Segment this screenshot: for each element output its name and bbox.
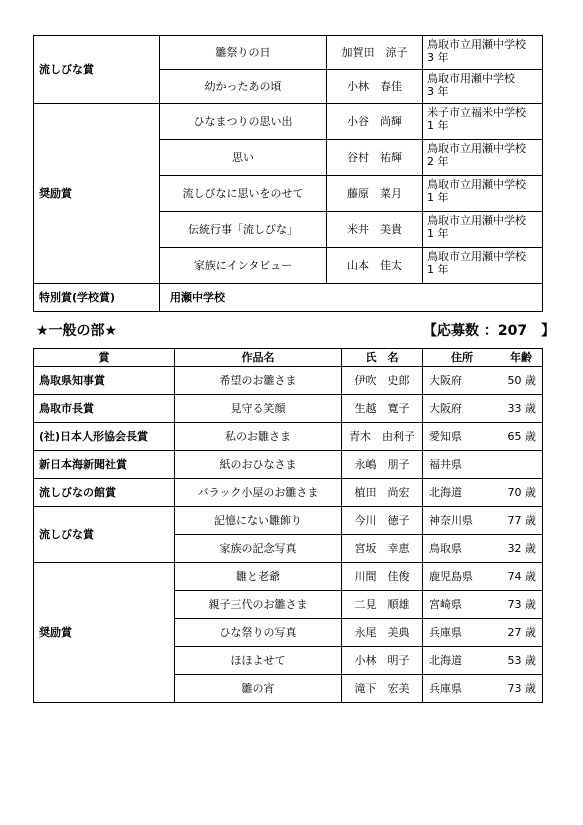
work-title: 親子三代のお雛さま	[175, 591, 342, 619]
author-name: 今川 徳子	[342, 507, 423, 535]
residence: 兵庫県	[429, 682, 462, 695]
table-row	[34, 104, 543, 140]
author-name: 生越 寛子	[342, 395, 423, 423]
award-name: 鳥取県知事賞	[34, 367, 175, 395]
school-name: 鳥取市用瀬中学校	[427, 72, 515, 85]
student-awards-table	[33, 35, 543, 312]
author-name: 永尾 美典	[342, 619, 423, 647]
award-name: 鳥取市長賞	[34, 395, 175, 423]
school-name: 鳥取市立用瀬中学校	[427, 142, 526, 155]
work-title: 見守る笑顔	[175, 395, 342, 423]
author-name: 川間 佳俊	[342, 563, 423, 591]
residence: 北海道	[429, 486, 462, 499]
table-row	[34, 284, 543, 312]
special-award-school: 用瀬中学校	[160, 284, 543, 312]
residence: 鹿児島県	[429, 570, 473, 583]
table-row	[34, 423, 543, 451]
school-name: 鳥取市立用瀬中学校	[427, 250, 526, 263]
header-name: 氏 名	[342, 349, 423, 367]
header-work: 作品名	[175, 349, 342, 367]
table-row	[34, 507, 543, 535]
author-name: 小谷 尚輝	[327, 104, 423, 140]
age: 70 歳	[507, 486, 536, 499]
award-name: (社)日本人形協会長賞	[34, 423, 175, 451]
residence-age	[423, 395, 543, 423]
residence: 福井県	[429, 458, 462, 471]
header-residence-age	[423, 349, 543, 367]
work-title: 家族の記念写真	[175, 535, 342, 563]
table-row	[34, 367, 543, 395]
residence: 宮崎県	[429, 598, 462, 611]
residence: 大阪府	[429, 374, 462, 387]
award-name: 流しびな賞	[34, 507, 175, 563]
table-row	[34, 395, 543, 423]
residence-age	[423, 479, 543, 507]
grade: 2 年	[427, 155, 449, 168]
residence: 愛知県	[429, 430, 462, 443]
school-name: 鳥取市立用瀬中学校	[427, 178, 526, 191]
age: 73 歳	[507, 598, 536, 611]
table-row	[34, 451, 543, 479]
header-award: 賞	[34, 349, 175, 367]
award-name: 奨励賞	[34, 563, 175, 703]
header-age: 年齢	[510, 351, 532, 364]
age: 65 歳	[507, 430, 536, 443]
residence-age	[423, 619, 543, 647]
author-name: 滝下 宏美	[342, 675, 423, 703]
residence-age	[423, 675, 543, 703]
work-title: 記憶にない雛飾り	[175, 507, 342, 535]
author-name: 永嶋 朋子	[342, 451, 423, 479]
work-title: 思い	[160, 140, 327, 176]
residence-age	[423, 423, 543, 451]
work-title: 紙のおひなさま	[175, 451, 342, 479]
author-name: 宮坂 幸恵	[342, 535, 423, 563]
school-name: 鳥取市立用瀬中学校	[427, 214, 526, 227]
residence-age	[423, 591, 543, 619]
age: 50 歳	[507, 374, 536, 387]
award-category: 特別賞(学校賞)	[34, 284, 160, 312]
award-category: 流しびな賞	[34, 36, 160, 104]
school-name: 鳥取市立用瀬中学校	[427, 38, 526, 51]
school-cell	[423, 70, 543, 104]
grade: 1 年	[427, 263, 449, 276]
author-name: 米井 美貴	[327, 212, 423, 248]
author-name: 藤原 菜月	[327, 176, 423, 212]
author-name: 加賀田 涼子	[327, 36, 423, 70]
grade: 3 年	[427, 85, 449, 98]
residence: 兵庫県	[429, 626, 462, 639]
author-name: 山本 佳太	[327, 248, 423, 284]
school-cell	[423, 176, 543, 212]
entry-count: 【応募数 ：207 】	[423, 323, 556, 339]
residence-age	[423, 563, 543, 591]
residence-age	[423, 647, 543, 675]
age: 32 歳	[507, 542, 536, 555]
school-cell	[423, 104, 543, 140]
school-cell	[423, 212, 543, 248]
age: 27 歳	[507, 626, 536, 639]
residence-age	[423, 535, 543, 563]
school-name: 米子市立福米中学校	[427, 106, 526, 119]
school-cell	[423, 248, 543, 284]
table-row	[34, 563, 543, 591]
table-row	[34, 479, 543, 507]
age: 77 歳	[507, 514, 536, 527]
header-residence: 住所	[451, 351, 473, 364]
work-title: 希望のお雛さま	[175, 367, 342, 395]
work-title: 幼かったあの頃	[160, 70, 327, 104]
grade: 1 年	[427, 227, 449, 240]
age: 53 歳	[507, 654, 536, 667]
work-title: ほほよせて	[175, 647, 342, 675]
table-row	[34, 36, 543, 70]
age: 73 歳	[507, 682, 536, 695]
school-cell	[423, 36, 543, 70]
section-title: ★一般の部★	[36, 323, 118, 339]
grade: 1 年	[427, 119, 449, 132]
residence: 大阪府	[429, 402, 462, 415]
residence-age	[423, 507, 543, 535]
table-header-row	[34, 349, 543, 367]
residence: 北海道	[429, 654, 462, 667]
age: 74 歳	[507, 570, 536, 583]
award-category: 奨励賞	[34, 104, 160, 284]
author-name: 植田 尚宏	[342, 479, 423, 507]
author-name: 小林 春佳	[327, 70, 423, 104]
author-name: 伊吹 史郎	[342, 367, 423, 395]
author-name: 小林 明子	[342, 647, 423, 675]
residence-age	[423, 451, 543, 479]
grade: 3 年	[427, 51, 449, 64]
general-awards-table	[33, 348, 543, 703]
award-name: 流しびなの館賞	[34, 479, 175, 507]
work-title: 伝統行事「流しびな」	[160, 212, 327, 248]
author-name: 二見 順雄	[342, 591, 423, 619]
work-title: 雛の宵	[175, 675, 342, 703]
author-name: 谷村 祐輝	[327, 140, 423, 176]
work-title: 雛祭りの日	[160, 36, 327, 70]
residence-age	[423, 367, 543, 395]
age: 33 歳	[507, 402, 536, 415]
award-name: 新日本海新聞社賞	[34, 451, 175, 479]
school-cell	[423, 140, 543, 176]
work-title: 家族にインタビュー	[160, 248, 327, 284]
work-title: ひな祭りの写真	[175, 619, 342, 647]
work-title: バラック小屋のお雛さま	[175, 479, 342, 507]
work-title: 流しびなに思いをのせて	[160, 176, 327, 212]
grade: 1 年	[427, 191, 449, 204]
residence: 神奈川県	[429, 514, 473, 527]
work-title: 私のお雛さま	[175, 423, 342, 451]
work-title: 雛と老爺	[175, 563, 342, 591]
residence: 鳥取県	[429, 542, 462, 555]
author-name: 青木 由利子	[342, 423, 423, 451]
work-title: ひなまつりの思い出	[160, 104, 327, 140]
